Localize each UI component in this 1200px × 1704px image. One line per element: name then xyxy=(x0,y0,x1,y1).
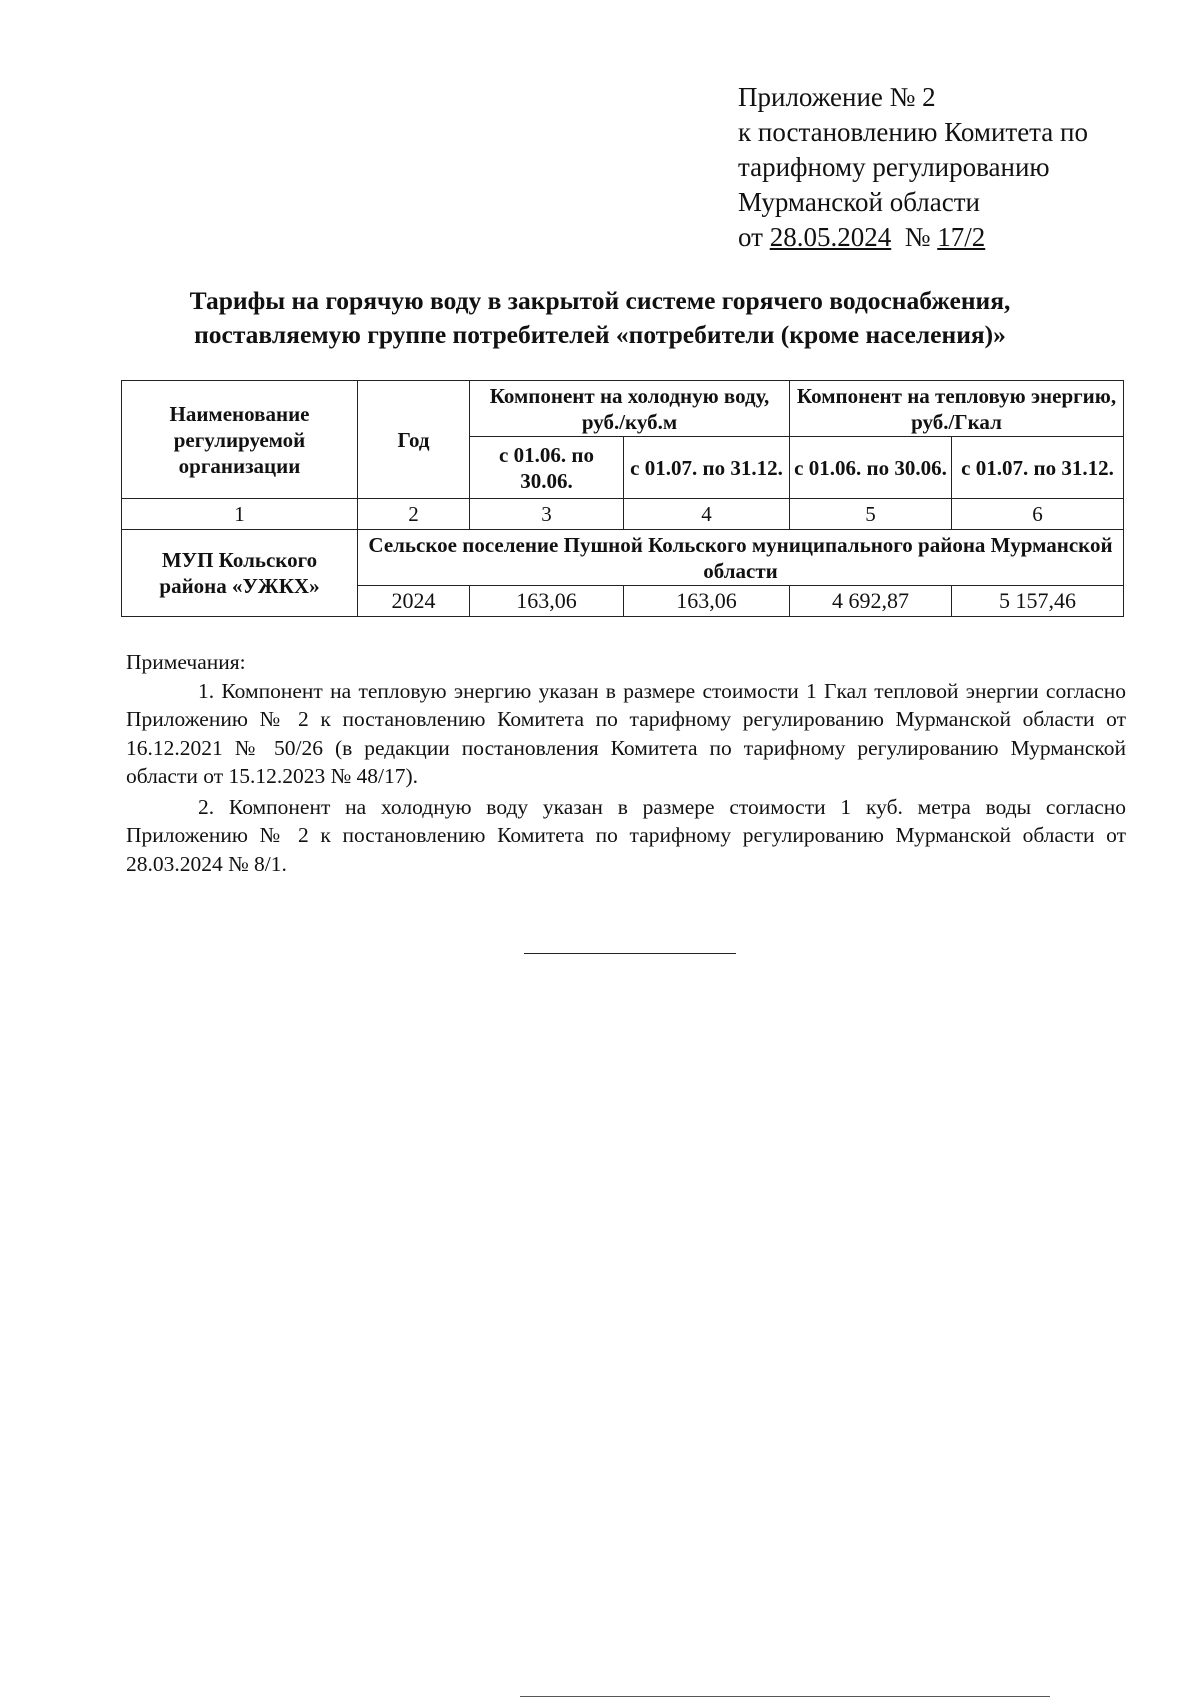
appendix-line: Мурманской области xyxy=(738,187,980,217)
appendix-line: Приложение № 2 xyxy=(738,82,936,112)
page-edge-line xyxy=(520,1696,1050,1697)
settlement-name: Сельское поселение Пушной Кольского муниципального района Мурманской области xyxy=(358,530,1124,586)
column-number: 6 xyxy=(952,499,1124,530)
notes-section xyxy=(126,648,1126,878)
organization-name: МУП Кольского района «УЖКХ» xyxy=(122,530,358,617)
appendix-line: к постановлению Комитета по xyxy=(738,117,1088,147)
header-heat: Компонент на тепловую энергию, руб./Гкал xyxy=(790,381,1124,437)
appendix-line: тарифному регулированию xyxy=(738,152,1050,182)
table-header-row xyxy=(122,381,1124,437)
column-number: 4 xyxy=(624,499,790,530)
header-period-heat-2: с 01.07. по 31.12. xyxy=(952,437,1124,499)
title-line: Тарифы на горячую воду в закрытой системе горячего водоснабжения, xyxy=(189,286,1011,315)
appendix-header xyxy=(738,80,1158,255)
column-number: 3 xyxy=(470,499,624,530)
closing-divider xyxy=(524,953,736,954)
heat-value-2: 5 157,46 xyxy=(952,586,1124,617)
header-period-cold-2: с 01.07. по 31.12. xyxy=(624,437,790,499)
tariff-table xyxy=(121,380,1124,617)
note-item: 2. Компонент на холодную воду указан в размере стоимости 1 куб. метра воды согласно Приложению № 2 к постановлению Комитета по тарифному регулированию Мурманской области от 28.03.2024 № 8/1. xyxy=(126,794,1126,876)
header-cold-water: Компонент на холодную воду, руб./куб.м xyxy=(470,381,790,437)
column-number-row xyxy=(122,499,1124,530)
title-line: поставляемую группе потребителей «потребители (кроме населения)» xyxy=(194,320,1006,349)
document-title xyxy=(120,284,1080,352)
heat-value-1: 4 692,87 xyxy=(790,586,952,617)
header-org: Наименование регулируемой организации xyxy=(122,381,358,499)
year-cell: 2024 xyxy=(358,586,470,617)
header-period-cold-1: с 01.06. по 30.06. xyxy=(470,437,624,499)
header-period-heat-1: с 01.06. по 30.06. xyxy=(790,437,952,499)
column-number: 5 xyxy=(790,499,952,530)
date-prefix: от xyxy=(738,222,770,252)
header-year: Год xyxy=(358,381,470,499)
cold-water-value-2: 163,06 xyxy=(624,586,790,617)
appendix-date-line xyxy=(738,220,1158,255)
column-number: 1 xyxy=(122,499,358,530)
resolution-number: 17/2 xyxy=(937,222,986,252)
notes-heading: Примечания: xyxy=(126,650,246,674)
note-item: 1. Компонент на тепловую энергию указан в размере стоимости 1 Гкал тепловой энергии согласно Приложению № 2 к постановлению Комитета по тарифному регулированию Мурманской области от 16.12.2021 № 50/26 (в редакции постановления Комитета по тарифному регулированию Мурманской области от 15.12.2023 № 48/17). xyxy=(126,678,1126,788)
number-prefix: № xyxy=(904,222,938,252)
column-number: 2 xyxy=(358,499,470,530)
resolution-date: 28.05.2024 xyxy=(769,222,892,252)
table-row xyxy=(122,530,1124,586)
cold-water-value-1: 163,06 xyxy=(470,586,624,617)
